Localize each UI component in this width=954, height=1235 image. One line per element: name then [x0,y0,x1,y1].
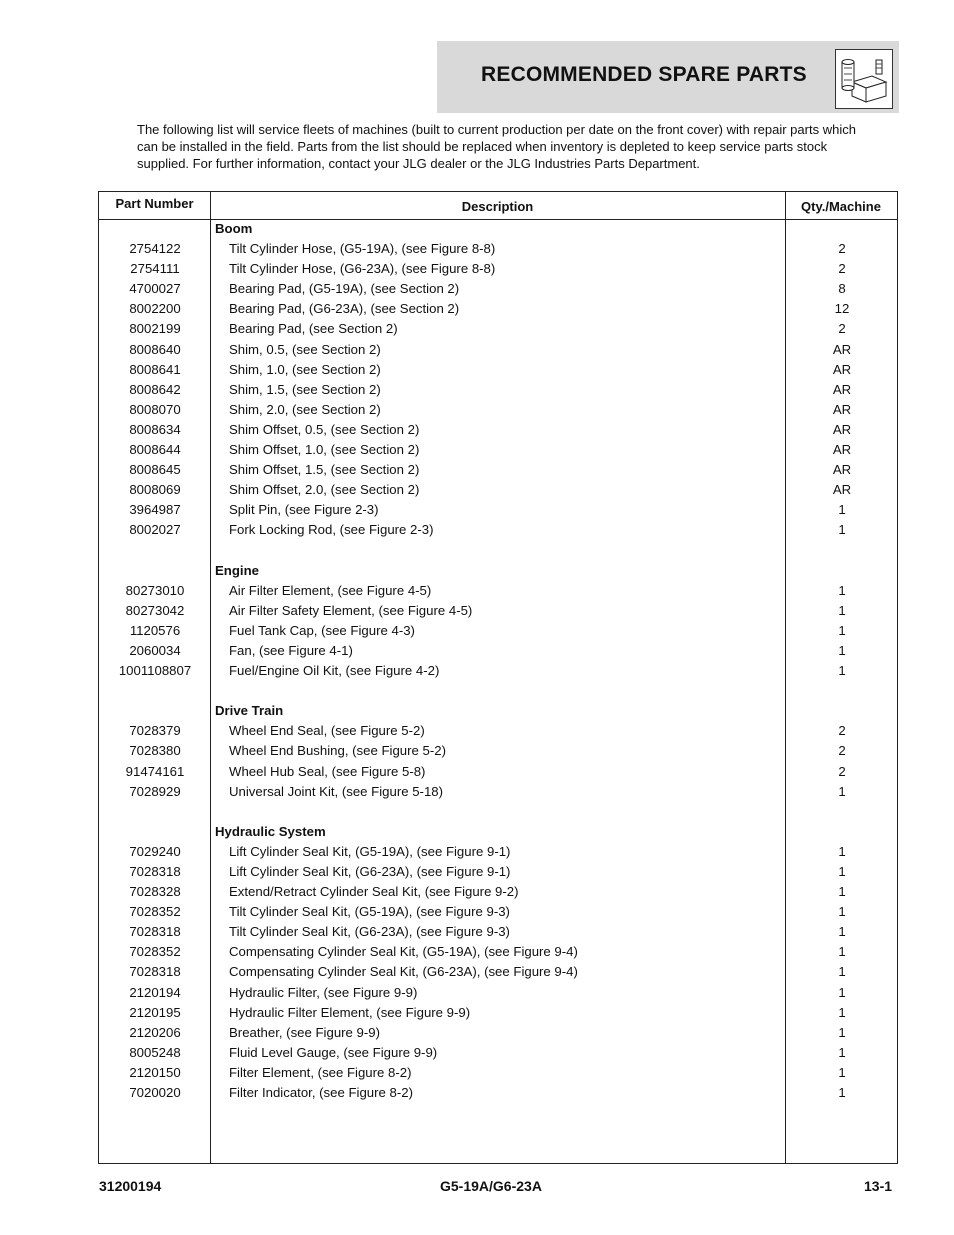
description-cell: Shim, 0.5, (see Section 2) [229,341,381,357]
description-cell: Lift Cylinder Seal Kit, (G6-23A), (see Figure 9-1) [229,864,511,879]
page-header [437,41,899,113]
description-cell: Fuel Tank Cap, (see Figure 4-3) [229,622,415,638]
part-number-cell: 2120195 [129,1004,181,1020]
qty-cell: 1 [838,884,846,900]
qty-cell: 1 [838,864,846,879]
part-number-cell: 1001108807 [118,663,192,679]
description-cell: Fuel/Engine Oil Kit, (see Figure 4-2) [229,663,440,679]
table-row [99,1043,897,1063]
qty-cell: 2 [838,763,846,779]
description-cell: Extend/Retract Cylinder Seal Kit, (see Figure 9-2) [229,884,519,900]
part-number-cell: 7028380 [129,743,181,759]
description-cell: Wheel End Seal, (see Figure 5-2) [229,723,425,739]
part-number-cell: 7028379 [129,723,181,739]
description-cell: Bearing Pad, (see Section 2) [229,321,398,337]
section-heading: Engine [215,562,259,578]
blank-row [99,802,897,822]
table-row [99,581,897,601]
table-row [99,380,897,400]
footer-model: G5-19A/G6-23A [440,1178,542,1194]
part-number-cell: 8008644 [129,442,181,458]
footer-doc-number: 31200194 [99,1178,162,1194]
part-number-cell: 7028318 [129,864,181,879]
qty-cell: 1 [838,622,846,638]
part-number-cell: 80273042 [125,602,185,618]
table-row [99,882,897,902]
qty-cell: AR [832,462,852,478]
description-cell: Tilt Cylinder Hose, (G6-23A), (see Figure 8-8) [229,261,496,277]
part-number-cell: 4700027 [129,281,181,297]
section-heading-row [99,822,897,842]
table-row [99,922,897,942]
qty-cell: 12 [834,301,850,317]
qty-cell: 2 [838,241,846,257]
section-heading-row [99,561,897,581]
description-cell: Air Filter Element, (see Figure 4-5) [229,582,432,598]
qty-cell: AR [832,361,852,377]
description-cell: Compensating Cylinder Seal Kit, (G5-19A), (see Figure 9-4) [229,944,578,960]
table-row [99,983,897,1003]
blank-row [99,541,897,561]
qty-cell: 1 [838,1064,846,1080]
table-row [99,1023,897,1043]
qty-cell: AR [832,442,852,458]
table-row [99,460,897,480]
description-cell: Shim, 1.0, (see Section 2) [229,361,381,377]
part-number-cell: 2120194 [129,984,181,1000]
part-number-cell: 8008069 [129,482,181,498]
part-number-cell: 2120206 [129,1024,181,1040]
header-qty: Qty./Machine [801,199,881,214]
part-number-cell: 80273010 [125,582,185,598]
table-row [99,239,897,259]
description-cell: Shim Offset, 1.5, (see Section 2) [229,462,420,478]
description-cell: Fan, (see Figure 4-1) [229,642,353,658]
description-cell: Tilt Cylinder Seal Kit, (G5-19A), (see Figure 9-3) [229,904,510,920]
table-row [99,942,897,962]
table-row [99,440,897,460]
part-number-cell: 7028929 [129,783,181,799]
qty-cell: 8 [838,281,846,297]
description-cell: Bearing Pad, (G5-19A), (see Section 2) [229,281,460,297]
part-number-cell: 8005248 [129,1044,181,1060]
qty-cell: 2 [838,723,846,739]
table-row [99,480,897,500]
description-cell: Split Pin, (see Figure 2-3) [229,502,379,518]
part-number-cell: 7028352 [129,904,181,920]
description-cell: Wheel End Bushing, (see Figure 5-2) [229,743,446,759]
header-description: Description [461,199,534,214]
qty-cell: 1 [838,1085,846,1101]
description-cell: Air Filter Safety Element, (see Figure 4-5) [229,602,473,618]
part-number-cell: 7028352 [129,944,181,960]
part-number-cell: 2060034 [129,642,181,658]
table-row [99,902,897,922]
description-cell: Breather, (see Figure 9-9) [229,1024,380,1040]
description-cell: Fluid Level Gauge, (see Figure 9-9) [229,1044,438,1060]
section-heading: Drive Train [215,703,284,719]
part-number-cell: 8008070 [129,401,181,417]
table-row [99,420,897,440]
qty-cell: 1 [838,964,846,980]
part-number-cell: 8008642 [129,381,181,397]
part-number-cell: 8002200 [129,301,181,317]
qty-cell: 1 [838,582,846,598]
section-heading: Hydraulic System [215,823,326,839]
qty-cell: 1 [838,1024,846,1040]
qty-cell: AR [832,381,852,397]
part-number-cell: 7028318 [129,964,181,980]
table-row [99,862,897,882]
qty-cell: 2 [838,321,846,337]
qty-cell: 2 [838,261,846,277]
spare-parts-table [98,191,898,1164]
description-cell: Shim, 1.5, (see Section 2) [229,381,381,397]
description-cell: Tilt Cylinder Hose, (G5-19A), (see Figure 8-8) [229,241,496,257]
description-cell: Shim Offset, 2.0, (see Section 2) [229,482,420,498]
part-number-cell: 8008634 [129,421,181,437]
page-title: RECOMMENDED SPARE PARTS [481,63,807,86]
qty-cell: 1 [838,944,846,960]
part-number-cell: 7020020 [129,1085,181,1101]
qty-cell: 1 [838,1044,846,1060]
part-number-cell: 7028328 [129,884,181,900]
part-number-cell: 91474161 [125,763,185,779]
qty-cell: 1 [838,843,846,859]
description-cell: Filter Indicator, (see Figure 8-2) [229,1085,413,1101]
table-row [99,1063,897,1083]
table-row [99,1083,897,1103]
qty-cell: AR [832,421,852,437]
description-cell: Hydraulic Filter Element, (see Figure 9-9) [229,1004,471,1020]
qty-cell: 1 [838,663,846,679]
spare-parts-icon [835,49,893,109]
description-cell: Tilt Cylinder Seal Kit, (G6-23A), (see Figure 9-3) [229,924,510,940]
part-number-cell: 2754122 [129,241,181,257]
description-cell: Shim Offset, 0.5, (see Section 2) [229,421,420,437]
table-row [99,360,897,380]
section-heading-row [99,701,897,721]
description-cell: Fork Locking Rod, (see Figure 2-3) [229,522,434,538]
part-number-cell: 8008645 [129,462,181,478]
part-number-cell: 8008641 [129,361,181,377]
section-heading-row [99,219,897,239]
table-row [99,962,897,982]
part-number-cell: 7028318 [129,924,181,940]
table-row [99,621,897,641]
part-number-cell: 7029240 [129,843,181,859]
table-body [99,219,897,1103]
qty-cell: AR [832,341,852,357]
table-row [99,500,897,520]
table-row [99,520,897,540]
qty-cell: 1 [838,502,846,518]
description-cell: Lift Cylinder Seal Kit, (G5-19A), (see Figure 9-1) [229,843,511,859]
qty-cell: 1 [838,783,846,799]
part-number-cell: 8002199 [129,321,181,337]
description-cell: Bearing Pad, (G6-23A), (see Section 2) [229,301,460,317]
qty-cell: 1 [838,642,846,658]
qty-cell: 1 [838,602,846,618]
table-row [99,299,897,319]
table-row [99,741,897,761]
table-row [99,340,897,360]
description-cell: Universal Joint Kit, (see Figure 5-18) [229,783,444,799]
table-row [99,279,897,299]
table-row [99,661,897,681]
qty-cell: AR [832,401,852,417]
part-number-cell: 2754111 [130,261,180,277]
blank-row [99,681,897,701]
qty-cell: 1 [838,904,846,920]
table-row [99,319,897,339]
header-part-number: Part Number [115,196,194,211]
description-cell: Compensating Cylinder Seal Kit, (G6-23A), (see Figure 9-4) [229,964,578,980]
description-cell: Wheel Hub Seal, (see Figure 5-8) [229,763,426,779]
description-cell: Hydraulic Filter, (see Figure 9-9) [229,984,418,1000]
qty-cell: 1 [838,522,846,538]
qty-cell: AR [832,482,852,498]
table-row [99,1003,897,1023]
table-row [99,601,897,621]
part-number-cell: 1120576 [129,622,181,638]
part-number-cell: 3964987 [129,502,181,518]
description-cell: Filter Element, (see Figure 8-2) [229,1064,412,1080]
table-row [99,259,897,279]
table-row [99,762,897,782]
part-number-cell: 8008640 [129,341,181,357]
table-row [99,721,897,741]
part-number-cell: 8002027 [129,522,181,538]
qty-cell: 1 [838,984,846,1000]
table-row [99,782,897,802]
part-number-cell: 2120150 [129,1064,181,1080]
intro-paragraph: The following list will service fleets of machines (built to current production per date on the front cover) with repair parts which can be installed in the field. Parts from the list should be replaced when inventory is depleted to keep service parts stock supplied. For further information, contact your JLG dealer or the JLG Industries Parts Department. [137,122,856,171]
qty-cell: 1 [838,1004,846,1020]
table-row [99,842,897,862]
table-row [99,400,897,420]
table-row [99,641,897,661]
description-cell: Shim Offset, 1.0, (see Section 2) [229,442,420,458]
footer-page-number: 13-1 [864,1178,893,1194]
qty-cell: 1 [838,924,846,940]
qty-cell: 2 [838,743,846,759]
description-cell: Shim, 2.0, (see Section 2) [229,401,381,417]
section-heading: Boom [215,221,253,236]
